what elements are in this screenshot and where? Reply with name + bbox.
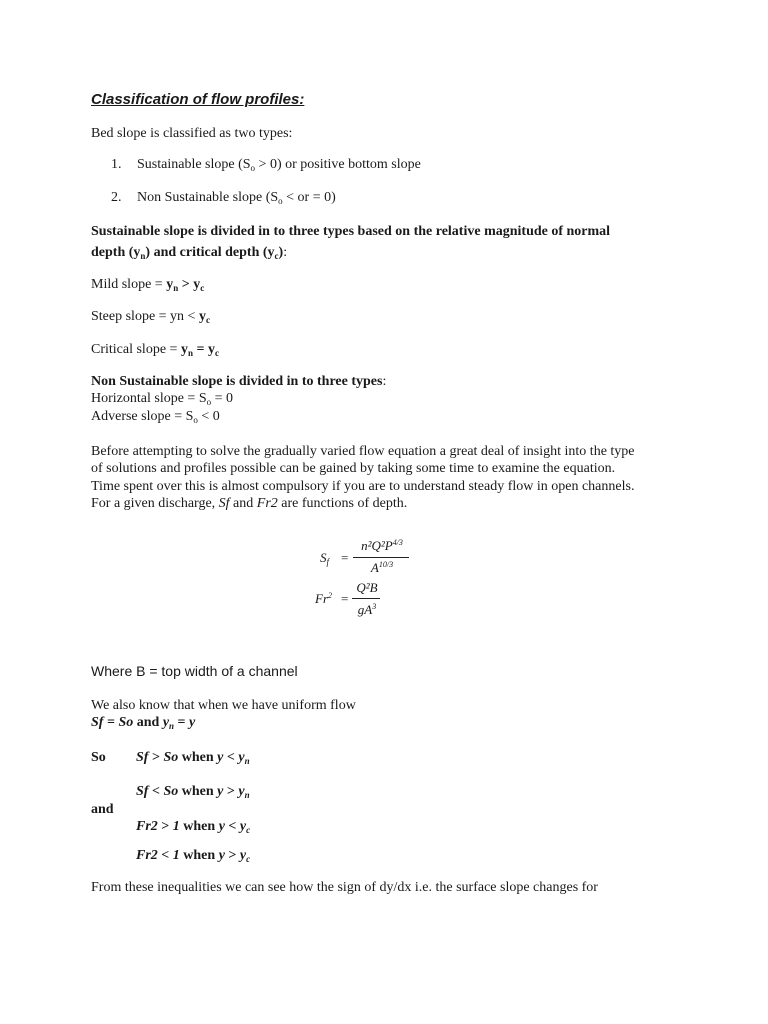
critical-slope: Critical slope = $y_n = y_c$ <box>91 342 219 358</box>
paragraph-line: Before attempting to solve the gradually varied flow equation a great deal of insight into the type <box>91 444 635 459</box>
sustainable-heading-line2: depth $(y_n)$ and critical depth $(y_c)$: <box>91 245 288 261</box>
list-number: 1. <box>111 157 122 172</box>
so-label: So <box>91 750 106 765</box>
final-text: From these inequalities we can see how the sign of dy/dx i.e. the surface slope changes for <box>91 880 598 895</box>
list-item: 1. Sustainable slope $(S_o > 0)$ or positive bottom slope <box>111 157 421 173</box>
fraction-bar <box>353 557 409 558</box>
uniform-equation: Sf = So and $y_n = y$ <box>91 715 196 731</box>
inequality-line: Sf > So when $y < y_n$ <box>136 750 250 766</box>
paragraph-line: For a given discharge, Sf and Fr2 are functions of depth. <box>91 496 408 511</box>
paragraph-line: Time spent over this is almost compulsory if you are to understand steady flow in open channels. <box>91 479 635 494</box>
list-item: 2. Non Sustainable slope ($S_o$ < or = 0) <box>111 190 336 206</box>
inequality-line: Sf < So when $y > y_n$ <box>136 784 250 800</box>
fr-numerator: Q²B <box>356 580 378 595</box>
sustainable-heading-line1: Sustainable slope is divided in to three types based on the relative magnitude of normal <box>91 224 611 239</box>
uniform-text: We also know that when we have uniform flow <box>91 698 356 713</box>
where-text: Where B = top width of a channel <box>91 663 298 679</box>
intro-text: Bed slope is classified as two types: <box>91 126 293 141</box>
sf-denominator: $A^{10/3}$ <box>370 560 394 575</box>
paragraph-line: of solutions and profiles possible can be gained by taking some time to examine the equation. <box>91 461 616 476</box>
fr-denominator: $gA^3$ <box>357 602 377 617</box>
inequality-line: Fr2 < 1 when $y > y_c$ <box>136 848 251 864</box>
page-title: Classification of flow profiles: <box>91 91 305 108</box>
sf-numerator: $n^2Q^2P^{4/3}$ <box>361 538 403 553</box>
inequality-line: Fr2 > 1 when $y < y_c$ <box>136 819 251 835</box>
fr-lhs: Fr$^2$ <box>315 591 332 606</box>
horizontal-slope: Horizontal slope = $S_o = 0$ <box>91 391 234 407</box>
sf-lhs: $S_f$ <box>320 550 330 567</box>
steep-slope: Steep slope = yn < $y_c$ <box>91 309 210 325</box>
fraction-bar <box>352 598 380 599</box>
equals-sign: = <box>341 550 349 565</box>
and-label: and <box>91 802 114 817</box>
equals-sign: = <box>341 591 349 606</box>
mild-slope: Mild slope = $y_n > y_c$ <box>91 277 205 293</box>
list-number: 2. <box>111 190 122 205</box>
adverse-slope: Adverse slope = $S_o < 0$ <box>91 409 220 425</box>
nonsustainable-heading: Non Sustainable slope is divided in to three types: <box>91 374 387 389</box>
